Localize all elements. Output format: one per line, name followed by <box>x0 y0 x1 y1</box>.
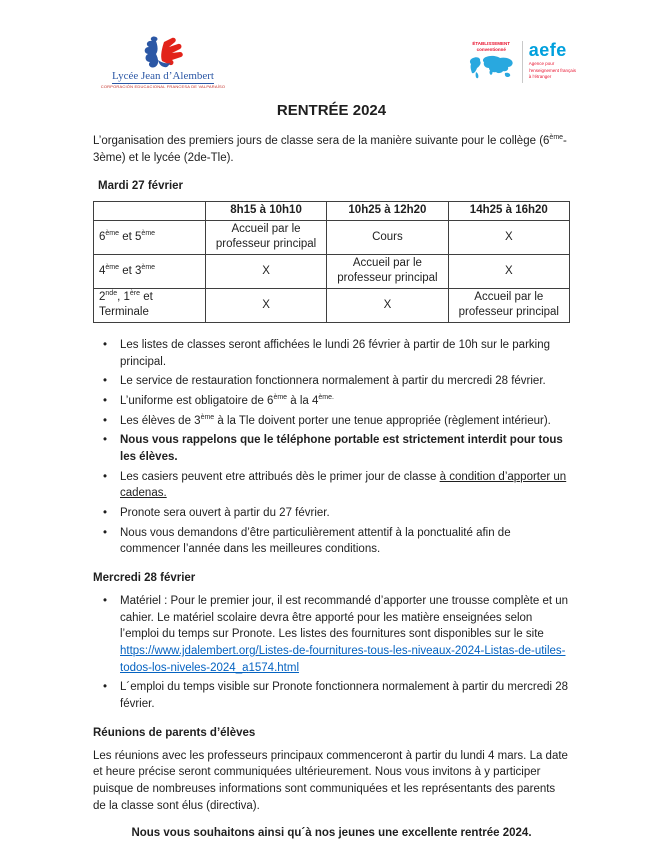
text-segment: à la Tle doivent porter une tenue appropriée (règlement intérieur). <box>214 414 551 427</box>
table-cell: Accueil par le professeur principal <box>327 254 448 288</box>
aefe-tagline-line2: conventionné <box>476 46 506 52</box>
text-segment: 2 <box>99 290 106 303</box>
list-item <box>93 525 570 558</box>
table-cell: X <box>205 288 326 322</box>
text-segment: , 1 <box>117 290 130 303</box>
heading-mardi-27: Mardi 27 février <box>98 180 184 193</box>
aefe-subtext <box>529 61 576 81</box>
text-segment: Pronote sera ouvert à partir du 27 février. <box>120 507 330 519</box>
table-row-label <box>94 254 206 288</box>
text-segment: nde <box>105 290 118 298</box>
table-row <box>94 288 570 322</box>
text-segment: à la 4 <box>287 394 319 407</box>
text-segment: ème <box>273 394 288 402</box>
list-item-text <box>120 373 570 390</box>
aefe-brand: aefe <box>528 40 567 60</box>
aefe-tagline-line1: ÉTABLISSEMENT <box>472 41 511 46</box>
table-header-cell: 14h25 à 16h20 <box>448 202 569 221</box>
closing-line: Nous vous souhaitons ainsi qu´à nos jeunes une excellente rentrée 2024. <box>131 827 532 840</box>
school-bird-icon <box>134 36 192 70</box>
text-segment: ère <box>129 290 141 298</box>
aefe-subtext-line3: à l’étranger <box>528 74 552 80</box>
table-cell: Accueil par le professeur principal <box>205 220 326 254</box>
table-row-label <box>94 288 206 322</box>
list-item-text <box>120 469 570 502</box>
page-title: RENTRÉE 2024 <box>276 102 387 119</box>
text-segment: Les élèves de 3 <box>120 414 201 427</box>
list-item <box>93 469 570 502</box>
text-segment: ème <box>549 134 564 142</box>
text-segment: L´emploi du temps visible sur Pronote fonctionnera normalement à partir du mercredi 28 février. <box>120 681 569 711</box>
bullet-icon: • <box>103 681 108 694</box>
text-segment: ème. <box>318 394 334 402</box>
bullet-icon: • <box>103 375 108 388</box>
bullet-icon: • <box>103 394 108 407</box>
text-segment: ème <box>200 413 215 421</box>
school-logo-name: Lycée Jean d’Alembert <box>112 70 214 84</box>
table-header-cell: 8h15 à 10h10 <box>205 202 326 221</box>
list-item <box>93 413 570 430</box>
text-segment: à condition d’apporter un cadenas. <box>120 470 567 500</box>
table-header-cell <box>94 202 206 221</box>
text-segment: -3ème) et le lycée (2de-Tle). <box>93 135 567 164</box>
list-item-text <box>120 679 570 712</box>
list-item-text <box>120 525 570 558</box>
aefe-tagline <box>466 41 517 53</box>
list-item-text <box>120 593 570 676</box>
text-segment: ème <box>141 263 156 271</box>
heading-reunions: Réunions de parents d’élèves <box>93 726 256 739</box>
table-cell: Accueil par le professeur principal <box>448 288 569 322</box>
intro-paragraph <box>93 133 570 166</box>
table-row <box>94 254 570 288</box>
text-segment: L’organisation des premiers jours de classe sera de la manière suivante pour le collège (6 <box>93 135 550 147</box>
aefe-subtext-line1: Agence pour <box>528 61 555 66</box>
text-segment: Nous vous rappelons que le téléphone portable est strictement interdit pour tous les élèves. <box>120 434 563 463</box>
list-item-text <box>120 393 570 410</box>
table-row-label <box>94 220 206 254</box>
heading-mercredi-28: Mercredi 28 février <box>93 572 196 585</box>
bullet-icon: • <box>103 414 108 427</box>
school-logo <box>97 36 229 90</box>
table-cell: Cours <box>327 220 448 254</box>
text-segment: Les listes de classes seront affichées le lundi 26 février à partir de 10h sur le parking principal. <box>120 338 550 368</box>
aefe-subtext-line2: l’enseignement français <box>528 67 576 73</box>
text-segment: Matériel : Pour le premier jour, il est recommandé d’apporter une trousse complète et un cahier. Le matériel scolaire devra être apporté pour les matière enseignées selon l’emploi du temps sur Pronote. Les listes des fournitures sont disponibles sur le site <box>120 595 569 641</box>
bullet-list-mercredi <box>93 593 570 713</box>
text-segment: et 3 <box>119 264 142 277</box>
table-cell: X <box>327 288 448 322</box>
list-item-text <box>120 413 570 430</box>
text-segment: et Terminale <box>99 290 153 319</box>
list-item <box>93 432 570 465</box>
text-segment: Les casiers peuvent etre attribués dès le primer jour de classe <box>120 470 440 483</box>
bullet-icon: • <box>103 338 108 351</box>
list-item-text <box>120 432 570 465</box>
table-row <box>94 220 570 254</box>
world-map-icon <box>467 55 515 80</box>
aefe-logo <box>466 41 576 83</box>
text-segment: ème <box>141 229 156 237</box>
list-item-text <box>120 337 570 370</box>
text-segment: 4 <box>99 264 106 277</box>
list-item-text <box>120 505 570 522</box>
bullet-icon: • <box>103 507 108 519</box>
text-segment: Nous vous demandons d’être particulièrement attentif à la ponctualité afin de commencer l’année dans les meilleures conditions. <box>120 526 511 556</box>
list-item <box>93 393 570 410</box>
text-segment: et 5 <box>119 230 142 243</box>
aefe-logo-right <box>523 41 576 83</box>
table-header-cell: 10h25 à 12h20 <box>327 202 448 221</box>
text-segment: 6 <box>99 230 106 243</box>
list-item <box>93 373 570 390</box>
list-item <box>93 679 570 712</box>
text-segment: ème <box>105 229 120 237</box>
bullet-list-mardi <box>93 337 570 558</box>
bullet-icon: • <box>103 434 108 447</box>
table-cell: X <box>448 254 569 288</box>
supplies-link[interactable]: https://www.jdalembert.org/Listes-de-fournitures-tous-les-niveaux-2024-Listas-de-utiles-todos-los-niveles-2024_a1574.html <box>120 645 566 674</box>
text-segment: ème <box>105 263 120 271</box>
table-cell: X <box>205 254 326 288</box>
schedule-table <box>93 201 570 323</box>
school-logo-subtext: CORPORACIÓN EDUCACIONAL FRANCESA DE VALPARAÍSO <box>100 84 226 90</box>
reunions-paragraph: Les réunions avec les professeurs principaux commenceront à partir du lundi 4 mars. La date et heure précise seront communiquées ultérieurement. Nous vous invitons à y participer puisque de nombreuses informations sont communiquées et les représentants des parents de la classe sont élus (directiva). <box>93 749 568 812</box>
bullet-icon: • <box>103 526 108 539</box>
text-segment: L’uniforme est obligatoire de 6 <box>120 394 274 407</box>
list-item <box>93 505 570 522</box>
table-header-row <box>94 202 570 221</box>
list-item <box>93 337 570 370</box>
aefe-logo-left <box>466 41 522 83</box>
bullet-icon: • <box>103 595 108 608</box>
list-item <box>93 593 570 676</box>
table-cell: X <box>448 220 569 254</box>
document-header <box>93 36 576 92</box>
text-segment: Le service de restauration fonctionnera normalement à partir du mercredi 28 février. <box>120 375 546 388</box>
bullet-icon: • <box>103 470 108 483</box>
